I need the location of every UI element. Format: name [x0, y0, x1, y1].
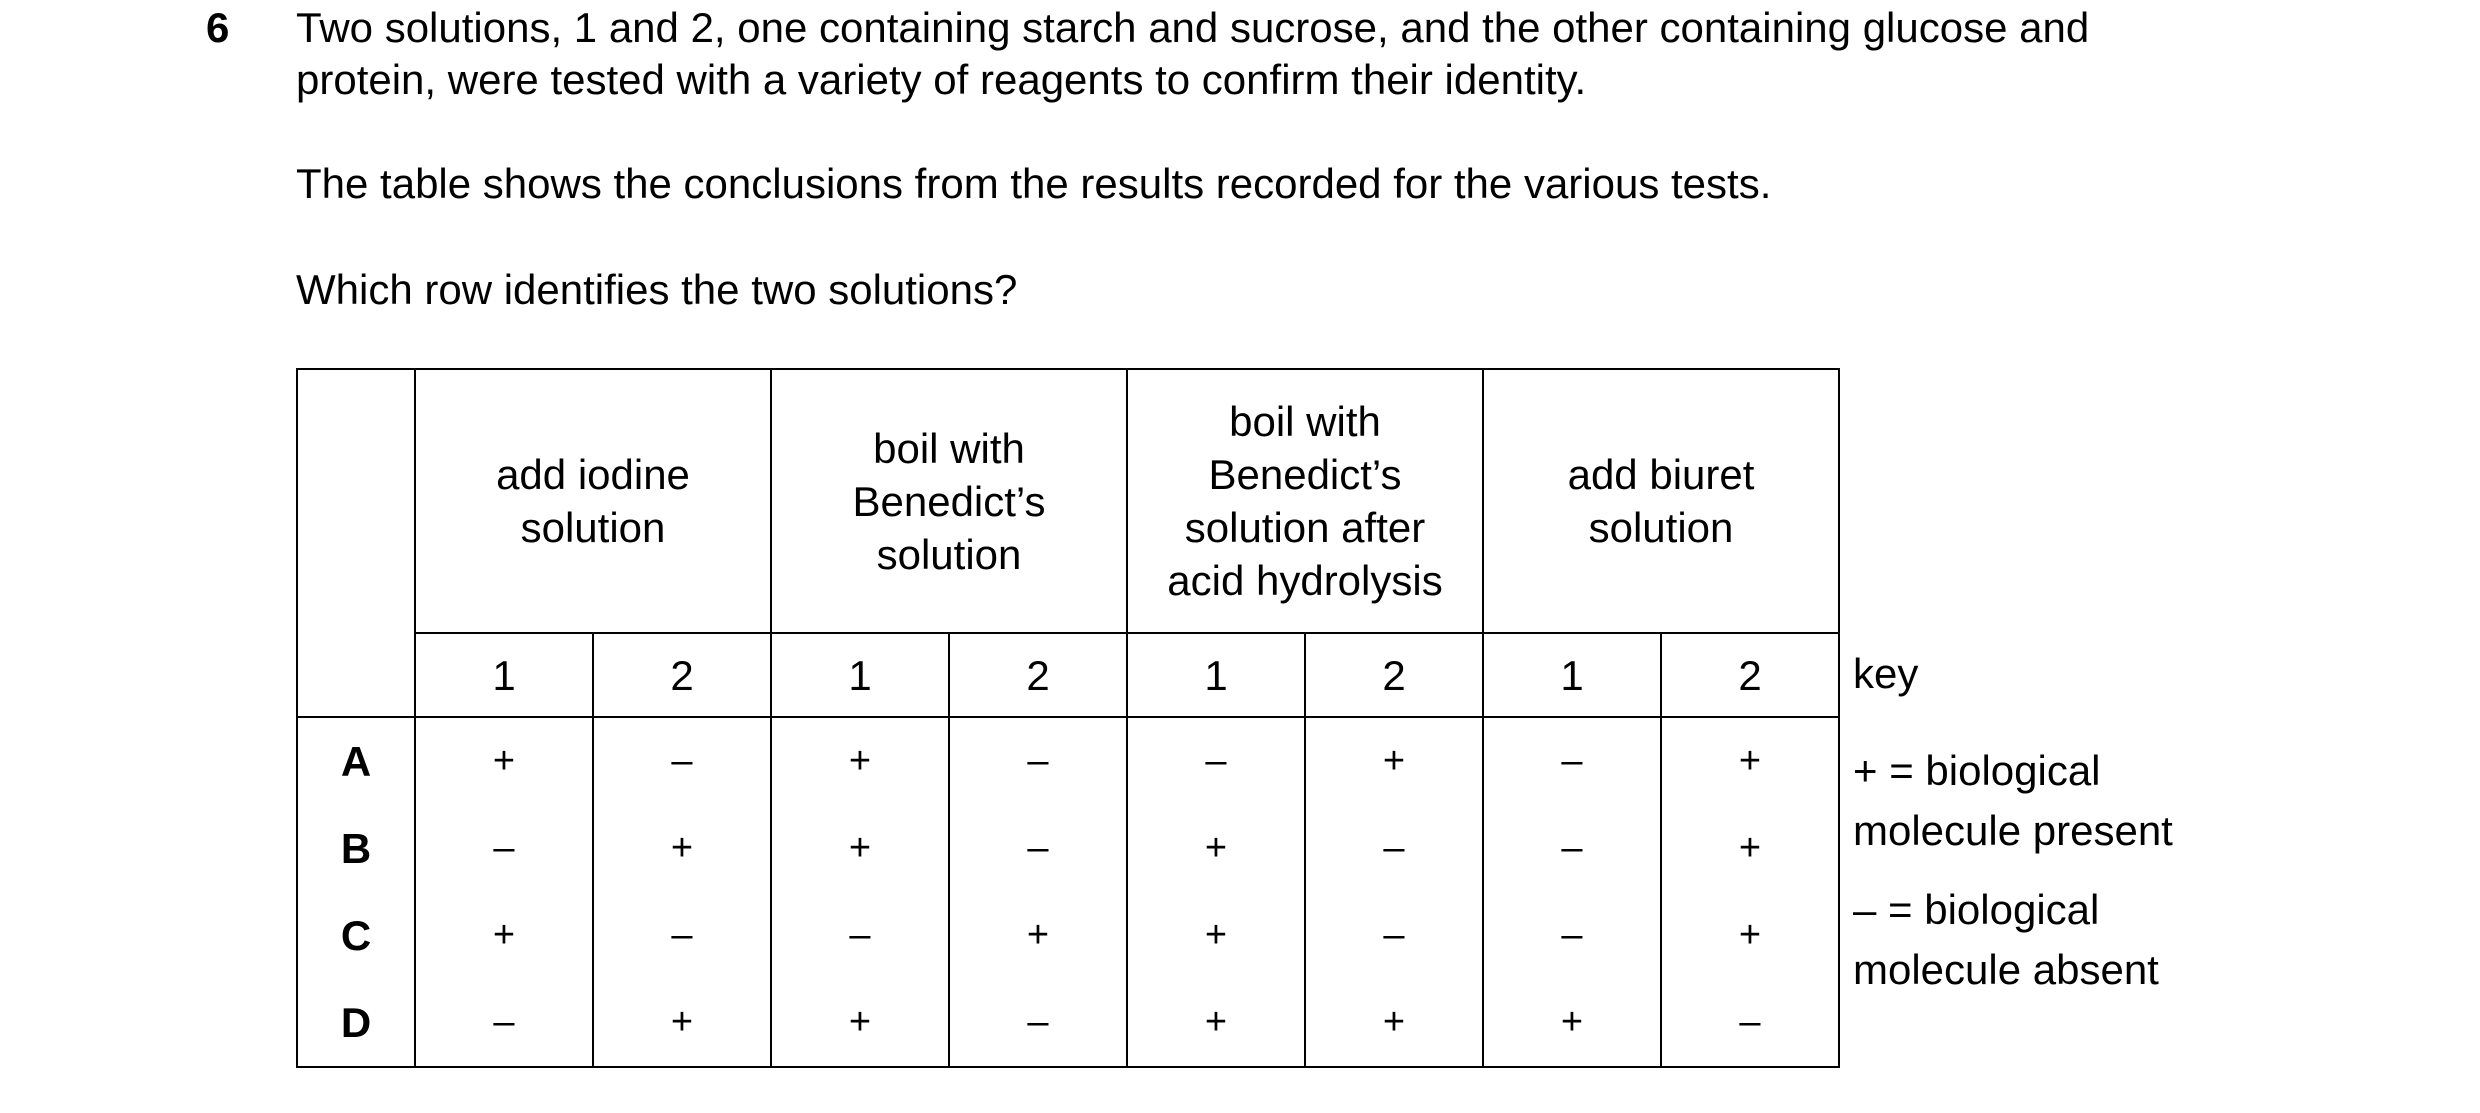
result-cell: +	[949, 892, 1127, 979]
row-label: B	[297, 805, 415, 892]
corner-cell	[297, 369, 415, 717]
result-cell: +	[1127, 892, 1305, 979]
result-cell: –	[1483, 805, 1661, 892]
result-cell: +	[1305, 717, 1483, 805]
row-label: C	[297, 892, 415, 979]
solution-number: 1	[1483, 633, 1661, 717]
result-cell: +	[593, 979, 771, 1067]
result-cell: –	[415, 979, 593, 1067]
header-text-line: solution	[876, 530, 1022, 578]
result-cell: +	[1127, 805, 1305, 892]
header-cell	[771, 369, 1127, 633]
result-cell: –	[949, 805, 1127, 892]
result-cell: +	[1661, 805, 1839, 892]
header-text-line: solution	[1588, 504, 1734, 551]
key-title: key	[1853, 650, 1919, 697]
table-row	[297, 805, 1839, 892]
solution-number: 1	[415, 633, 593, 717]
header-benedicts	[772, 422, 1126, 581]
result-cell: –	[415, 805, 593, 892]
question-text-line-3: The table shows the conclusions from the results recorded for the various tests.	[296, 160, 1772, 207]
header-iodine	[416, 448, 770, 554]
header-text-line: boil with	[1229, 398, 1381, 445]
solution-number: 1	[1127, 633, 1305, 717]
result-cell: +	[1127, 979, 1305, 1067]
result-cell: +	[415, 892, 593, 979]
key-plus-line-1: + = biological	[1853, 747, 2101, 794]
table-row	[297, 892, 1839, 979]
result-cell: +	[1661, 892, 1839, 979]
question-text-line-1: Two solutions, 1 and 2, one containing starch and sucrose, and the other containing glucose and	[296, 4, 2090, 51]
result-cell: –	[1483, 717, 1661, 805]
solution-number: 2	[1305, 633, 1483, 717]
row-label: A	[297, 717, 415, 805]
result-cell: –	[771, 892, 949, 979]
table-row	[297, 979, 1839, 1067]
result-cell: +	[1305, 979, 1483, 1067]
row-label: D	[297, 979, 415, 1067]
question-prompt: Which row identifies the two solutions?	[296, 266, 1018, 313]
result-cell: –	[1305, 805, 1483, 892]
result-cell: –	[1661, 979, 1839, 1067]
result-cell: +	[1661, 717, 1839, 805]
solution-number: 2	[593, 633, 771, 717]
result-cell: –	[1305, 892, 1483, 979]
result-cell: +	[1483, 979, 1661, 1067]
header-text-line: acid hydrolysis	[1167, 557, 1443, 604]
table-row	[297, 717, 1839, 805]
result-cell: +	[415, 717, 593, 805]
header-text-line: Benedict’s	[852, 477, 1046, 525]
header-biuret	[1484, 448, 1838, 554]
key-plus-line-2: molecule present	[1853, 807, 2173, 854]
result-cell: +	[593, 805, 771, 892]
result-cell: –	[949, 979, 1127, 1067]
result-cell: –	[593, 717, 771, 805]
header-text-line: add iodine	[496, 451, 690, 498]
question-number: 6	[206, 4, 230, 51]
result-cell: –	[593, 892, 771, 979]
results-table	[296, 368, 1840, 1068]
solution-number: 1	[771, 633, 949, 717]
header-text-line: solution after	[1184, 504, 1426, 551]
header-row	[297, 369, 1839, 633]
result-cell: +	[771, 717, 949, 805]
solution-number: 2	[949, 633, 1127, 717]
header-cell	[1127, 369, 1483, 633]
header-text-line: boil with	[873, 424, 1025, 472]
key-minus-line-2: molecule absent	[1853, 946, 2159, 993]
header-text-line: Benedict’s	[1208, 451, 1402, 498]
header-benedicts-hydrolysis	[1128, 395, 1482, 607]
result-cell: +	[771, 805, 949, 892]
result-cell: –	[1127, 717, 1305, 805]
question-text-line-2: protein, were tested with a variety of reagents to confirm their identity.	[296, 56, 1587, 103]
result-cell: –	[1483, 892, 1661, 979]
solution-number: 2	[1661, 633, 1839, 717]
result-cell: +	[771, 979, 949, 1067]
header-cell	[1483, 369, 1839, 633]
key-minus-line-1: – = biological	[1853, 886, 2100, 933]
solution-number-row	[297, 633, 1839, 717]
header-text-line: add biuret	[1567, 451, 1755, 498]
header-text-line: solution	[520, 504, 666, 551]
result-cell: –	[949, 717, 1127, 805]
header-cell	[415, 369, 771, 633]
